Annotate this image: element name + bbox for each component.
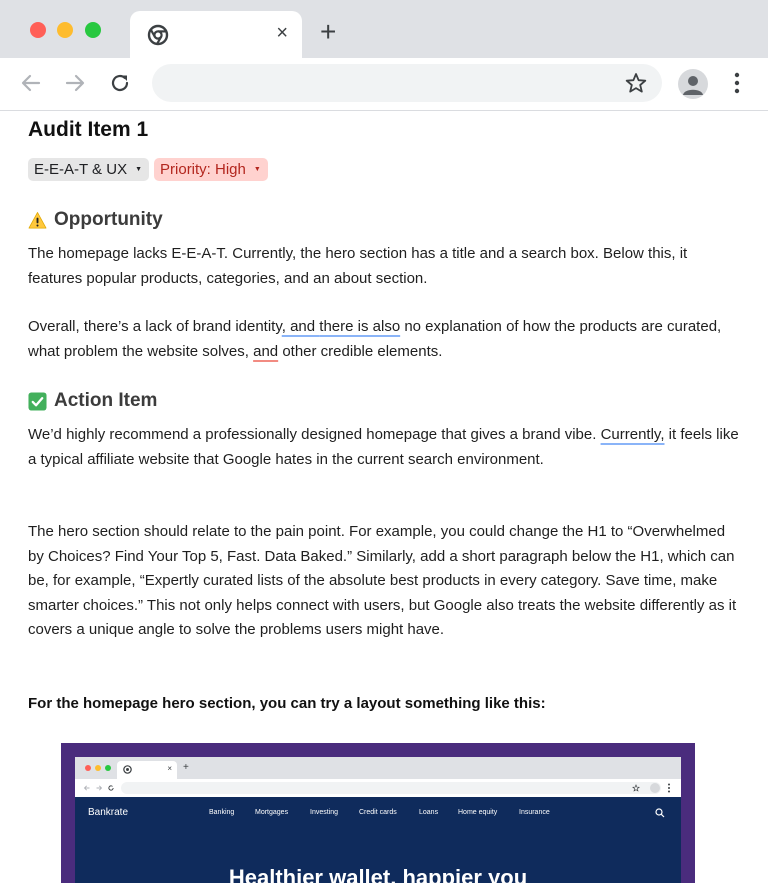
embedded-search-icon (655, 808, 665, 818)
action-item-heading (28, 390, 157, 412)
spelling-suggestion[interactable]: and (253, 342, 279, 360)
warning-icon (28, 211, 47, 230)
back-arrow-icon[interactable] (18, 70, 44, 96)
embedded-nav-item: Banking (209, 809, 235, 816)
page-title: Audit Item 1 (28, 118, 149, 141)
embedded-maximize-dot (105, 765, 111, 771)
check-mark-icon (28, 392, 47, 411)
embedded-browser-window (75, 757, 681, 890)
embedded-nav-item: Credit cards (359, 809, 397, 816)
priority-chip-label: Priority: High (160, 161, 246, 178)
embedded-nav-item: Insurance (519, 809, 550, 816)
opportunity-heading (28, 209, 163, 231)
embedded-nav-item: Loans (419, 809, 439, 816)
text-span: other credible elements. (278, 342, 443, 360)
embedded-close-dot (85, 765, 91, 771)
text-span: it feels like a typical affiliate website that Google hates in the current search environment. (28, 426, 739, 468)
embedded-screenshot (61, 743, 695, 890)
text-span: We’d highly recommend a professionally designed homepage that gives a brand vibe. (28, 426, 601, 443)
maximize-window-button[interactable] (85, 22, 101, 38)
chip-row (28, 158, 268, 181)
reload-icon[interactable] (107, 70, 133, 96)
embedded-brand-logo: Bankrate (88, 807, 129, 818)
forward-arrow-icon[interactable] (62, 70, 88, 96)
active-tab[interactable] (130, 11, 302, 58)
chrome-logo-icon (147, 24, 169, 46)
address-bar[interactable] (152, 64, 662, 102)
embedded-reload-icon (107, 784, 115, 792)
action-item-heading-text: Action Item (54, 390, 158, 411)
text-span: Overall, there’s a lack of brand identity (28, 318, 282, 335)
browser-toolbar (0, 58, 768, 111)
embedded-new-tab-icon: + (183, 762, 189, 773)
embedded-minimize-dot (95, 765, 101, 771)
grammar-suggestion[interactable]: there is also (319, 318, 401, 335)
opportunity-heading-text: Opportunity (54, 209, 163, 230)
embedded-tab-close-icon: × (167, 764, 172, 773)
action-paragraph-2: The hero section should relate to the pain point. For example, you could change the H1 to “Overwhelmed by Choices? Find Your Top 5, Fast. Data Baked.” Similarly, add a short paragraph below the H1, which can be, for example, “Expertly curated lists of the absolute best products in every category. Save time, make smarter choices.” This not only helps connect with users, but Google also treats the website differently as it covers a unique angle to solve the problems users might have. (28, 523, 737, 638)
grammar-suggestion[interactable]: , and (281, 318, 320, 335)
action-paragraph-1 (28, 423, 740, 472)
tab-close-icon[interactable]: × (276, 22, 288, 44)
category-chip-label: E-E-A-T & UX (34, 161, 128, 178)
embedded-tab (117, 761, 177, 779)
embedded-nav-item: Investing (310, 809, 339, 816)
embedded-toolbar (75, 779, 681, 798)
embedded-more-menu-icon (667, 783, 671, 793)
grammar-suggestion[interactable]: Currently, (600, 426, 665, 443)
text-span: no explanation of how the products are curated, what problem the website solves, (28, 318, 722, 360)
opportunity-paragraph-2 (28, 315, 740, 364)
document-content (0, 111, 768, 890)
profile-avatar-icon[interactable] (678, 69, 708, 99)
tab-strip (0, 0, 768, 58)
close-window-button[interactable] (30, 22, 46, 38)
embedded-chrome-logo-icon (123, 765, 132, 774)
embedded-address-bar (121, 782, 661, 794)
new-tab-button[interactable]: + (320, 16, 337, 47)
embedded-back-arrow-icon (83, 784, 91, 792)
embedded-hero-heading: Healthier wallet, happier you (228, 865, 528, 890)
embedded-tab-strip (75, 757, 681, 779)
embedded-forward-arrow-icon (95, 784, 103, 792)
embedded-star-icon (632, 784, 640, 792)
priority-chip[interactable] (154, 158, 268, 181)
category-chip[interactable] (28, 158, 149, 181)
dropdown-caret-icon: ▼ (135, 166, 143, 173)
layout-note: For the homepage hero section, you can try a layout something like this: (28, 695, 546, 712)
embedded-avatar-icon (650, 783, 660, 793)
opportunity-paragraph-1: The homepage lacks E-E-A-T. Currently, the hero section has a title and a search box. Below this, it features popular products, categories, and an about section. (28, 245, 688, 287)
embedded-nav-item: Home equity (458, 809, 498, 816)
minimize-window-button[interactable] (57, 22, 73, 38)
embedded-nav-item: Mortgages (255, 809, 289, 816)
dropdown-caret-icon: ▼ (253, 166, 261, 173)
more-menu-icon[interactable] (728, 70, 746, 96)
embedded-site (75, 797, 681, 890)
bookmark-star-icon[interactable] (624, 71, 648, 95)
